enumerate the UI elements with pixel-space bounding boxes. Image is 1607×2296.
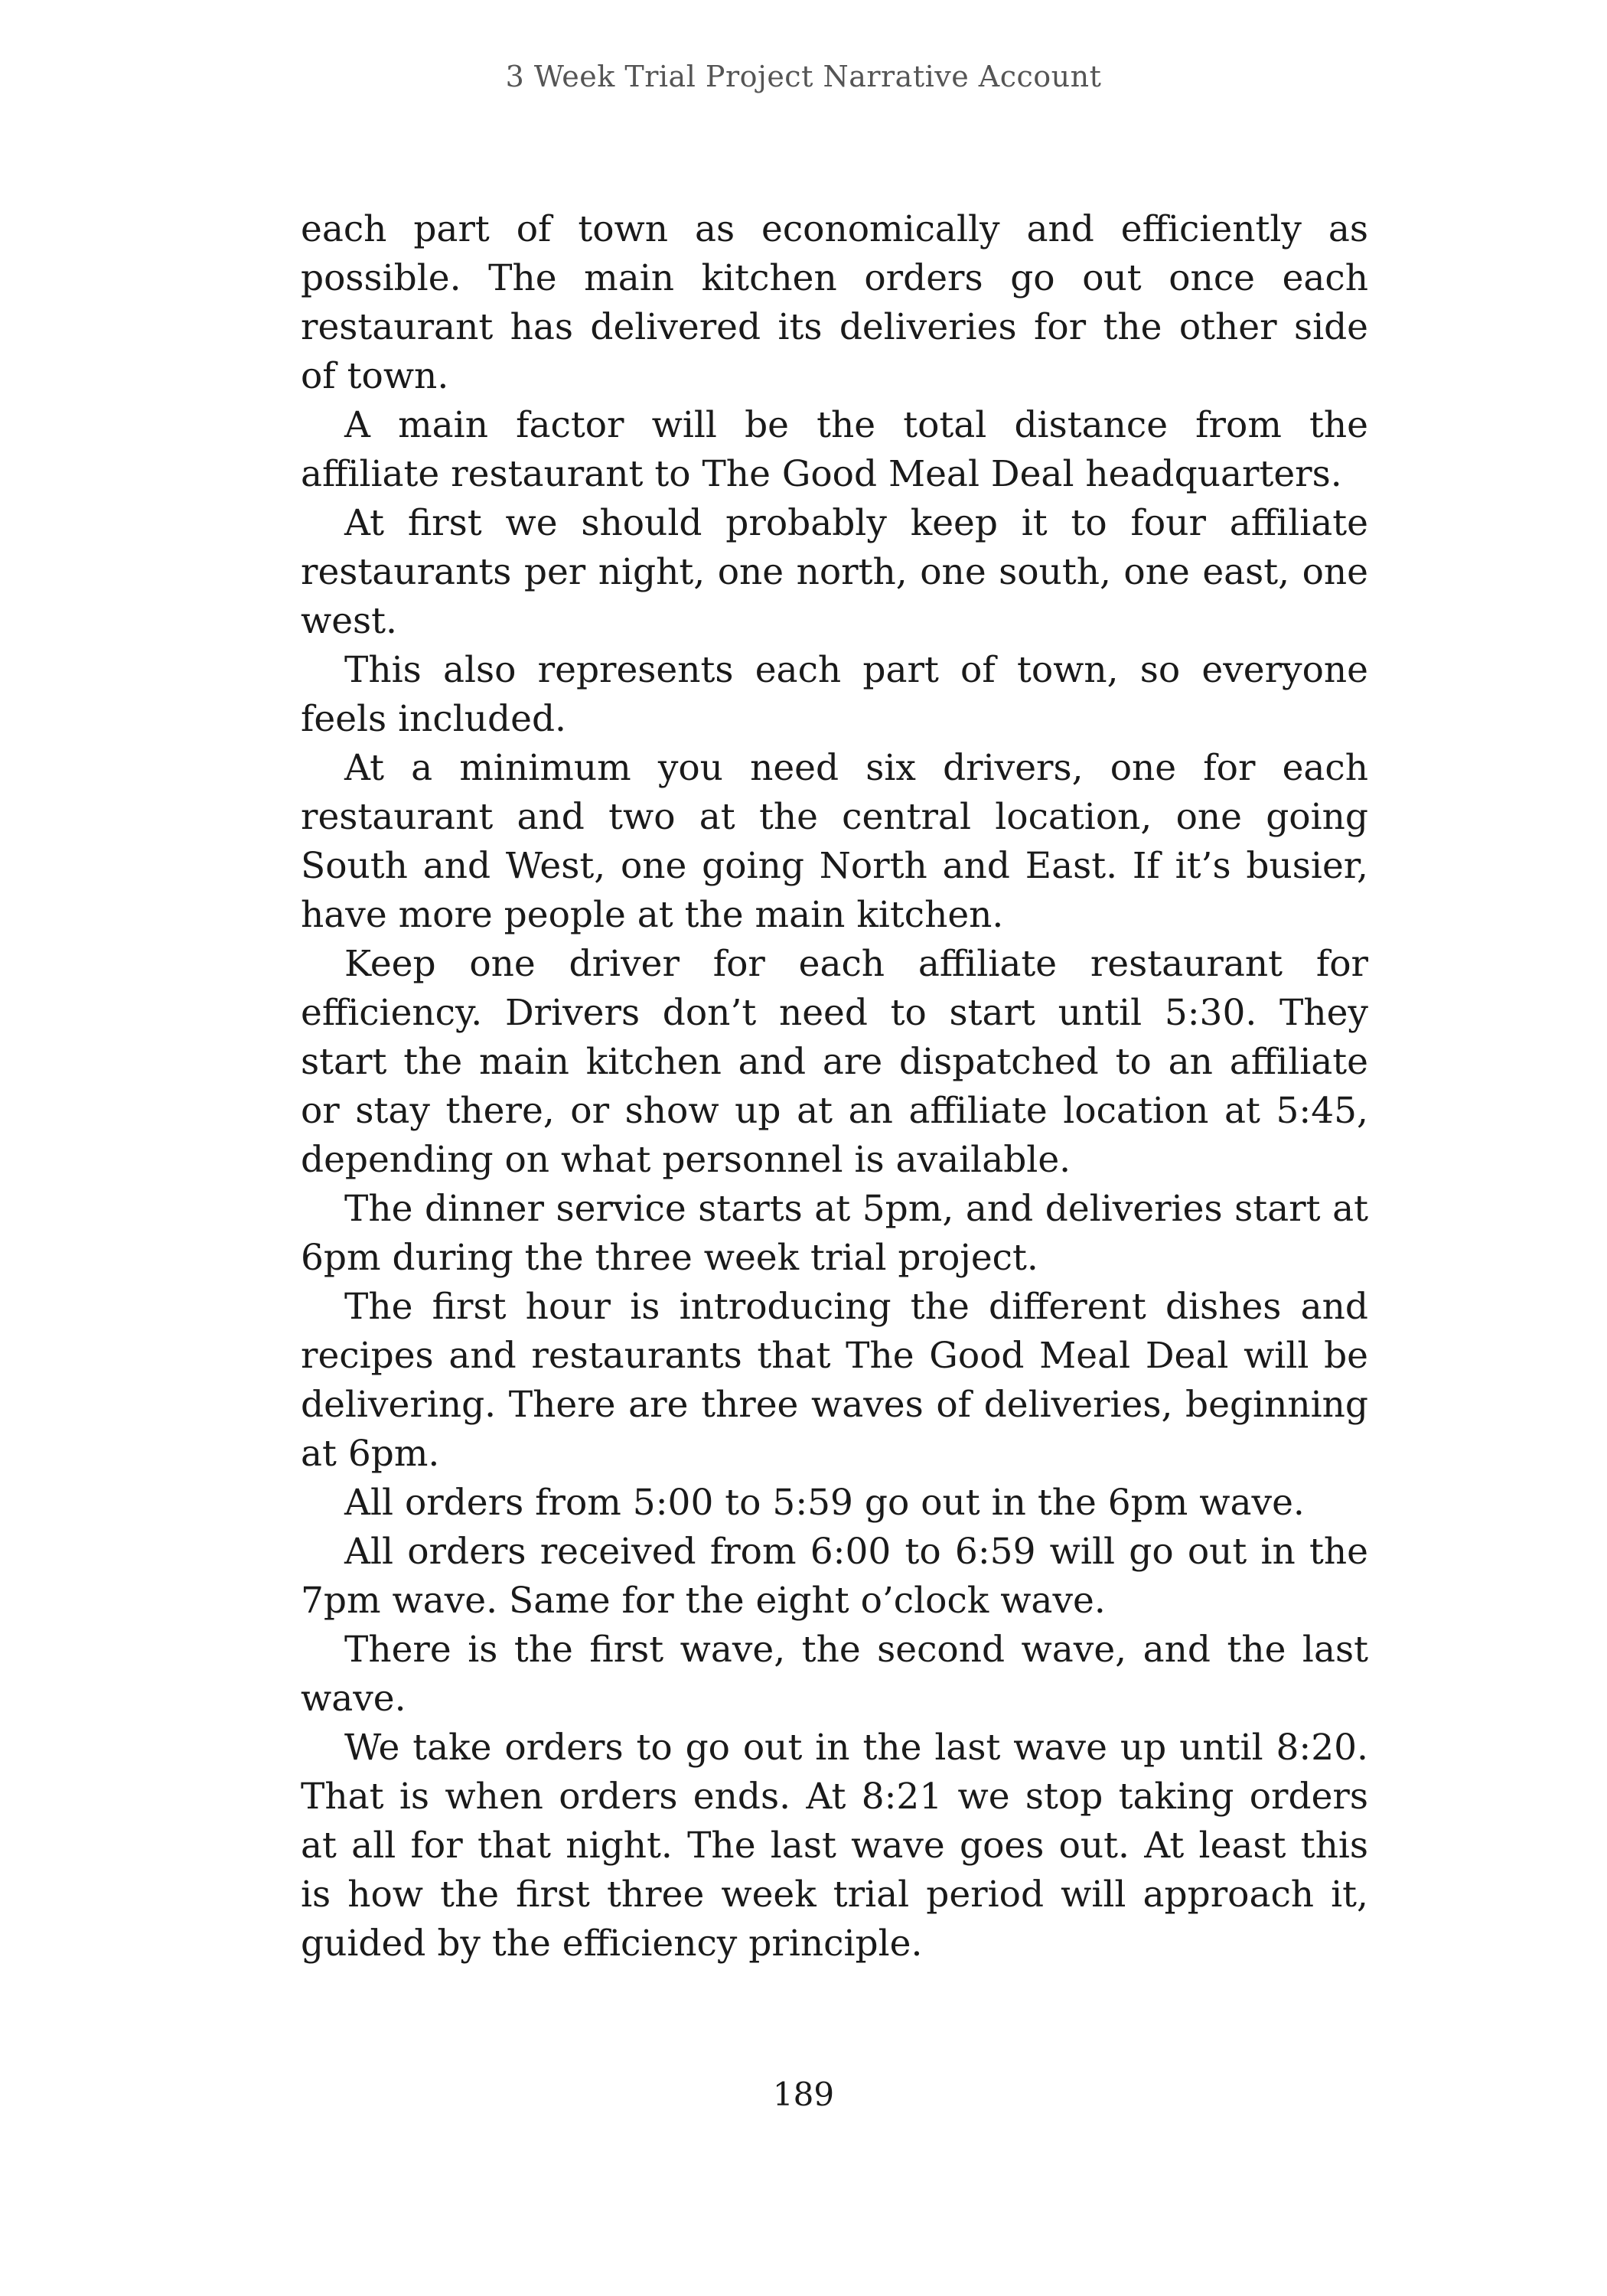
page-number: 189 <box>772 2076 835 2113</box>
paragraph: All orders from 5:00 to 5:59 go out in the 6pm wave. <box>344 1482 1305 1524</box>
paragraph: All orders received from 6:00 to 6:59 will go out in the 7pm wave. Same for the eight o’clock wave. <box>301 1531 1368 1622</box>
paragraph: This also represents each part of town, so everyone feels included. <box>301 649 1368 740</box>
paragraph: each part of town as economically and efficiently as possible. The main kitchen orders go out once each restaurant has delivered its deliveries for the other side of town. <box>301 208 1368 397</box>
paragraph: Keep one driver for each affiliate restaurant for efficiency. Drivers don’t need to start until 5:30. They start the main kitchen and are dispatched to an affiliate or stay there, or show up at an affiliate location at 5:45, depending on what personnel is available. <box>301 943 1368 1181</box>
paragraph: There is the first wave, the second wave, and the last wave. <box>301 1629 1368 1720</box>
paragraph: At first we should probably keep it to four affiliate restaurants per night, one north, one south, one east, one west. <box>301 502 1368 642</box>
paragraph: The dinner service starts at 5pm, and deliveries start at 6pm during the three week trial project. <box>301 1188 1368 1279</box>
paragraph: At a minimum you need six drivers, one for each restaurant and two at the central location, one going South and West, one going North and East. If it’s busier, have more people at the main kitchen. <box>301 747 1368 936</box>
body-text <box>301 205 1368 1968</box>
paragraph: The first hour is introducing the different dishes and recipes and restaurants that The Good Meal Deal will be delivering. There are three waves of deliveries, beginning at 6pm. <box>301 1286 1368 1475</box>
paragraph: We take orders to go out in the last wave up until 8:20. That is when orders ends. At 8:21 we stop taking orders at all for that night. The last wave goes out. At least this is how the first three week trial period will approach it, guided by the efficiency principle. <box>301 1727 1368 1965</box>
running-header: 3 Week Trial Project Narrative Account <box>505 60 1102 93</box>
paragraph: A main factor will be the total distance from the affiliate restaurant to The Good Meal Deal headquarters. <box>301 404 1368 495</box>
